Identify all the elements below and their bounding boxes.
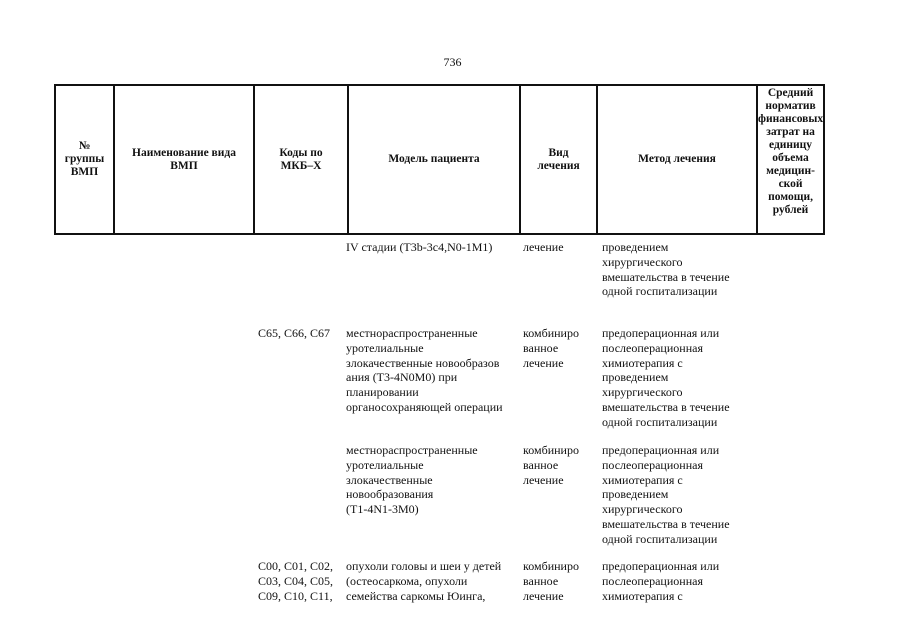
header-cost-standard [757, 85, 824, 234]
row3-method: предоперационная или послеоперационная химиотерапия с проведением хирургического вмешательства в течение одной госпитализации [602, 443, 730, 546]
row4-type: комбиниро ванное лечение [523, 559, 579, 603]
row2-method: предоперационная или послеоперационная химиотерапия с проведением хирургического вмешательства в течение одной госпитализации [602, 326, 730, 429]
row2-model: местнораспространенные уротелиальные злокачественные новообразов ания (T3-4N0M0) при планировании органосохраняющей операции [346, 326, 503, 414]
header-vmp-name-label: Наименование вида ВМП [132, 146, 236, 172]
header-icd-codes-label: Коды по МКБ–X [279, 146, 323, 172]
row1-type: лечение [523, 240, 564, 254]
row3-model: местнораспространенные уротелиальные злокачественные новообразования (T1-4N1-3M0) [346, 443, 478, 517]
row1-model: IV стадии (T3b-3c4,N0-1M1) [346, 240, 493, 254]
row4-model: опухоли головы и шеи у детей (остеосаркома, опухоли семейства саркомы Юинга, [346, 559, 502, 603]
header-treatment-type-label: Вид лечения [537, 146, 580, 172]
row4-codes: C00, C01, C02, C03, C04, C05, C09, C10, C11, [258, 559, 334, 603]
row2-codes: C65, C66, C67 [258, 326, 331, 340]
header-group-number-label: № группы ВМП [64, 140, 105, 178]
header-vmp-name [114, 85, 254, 234]
header-row [55, 85, 824, 234]
page-number: 736 [443, 55, 462, 69]
row3-type: комбиниро ванное лечение [523, 443, 579, 487]
row2-type: комбиниро ванное лечение [523, 326, 579, 370]
row4-method: предоперационная или послеоперационная химиотерапия с [602, 559, 720, 603]
row1-method: проведением хирургического вмешательства в течение одной госпитализации [602, 240, 730, 299]
header-icd-codes [254, 85, 348, 234]
header-treatment-method-label: Метод лечения [638, 153, 716, 165]
header-cost-standard-label: Средний норматив финансовых затрат на единицу объема медицин- ской помощи, рублей [758, 87, 824, 216]
header-patient-model [348, 85, 520, 234]
header-group-number [55, 85, 114, 234]
header-patient-model-label: Модель пациента [388, 153, 480, 165]
header-treatment-method [597, 85, 757, 234]
header-treatment-type [520, 85, 597, 234]
table-header [54, 84, 825, 235]
